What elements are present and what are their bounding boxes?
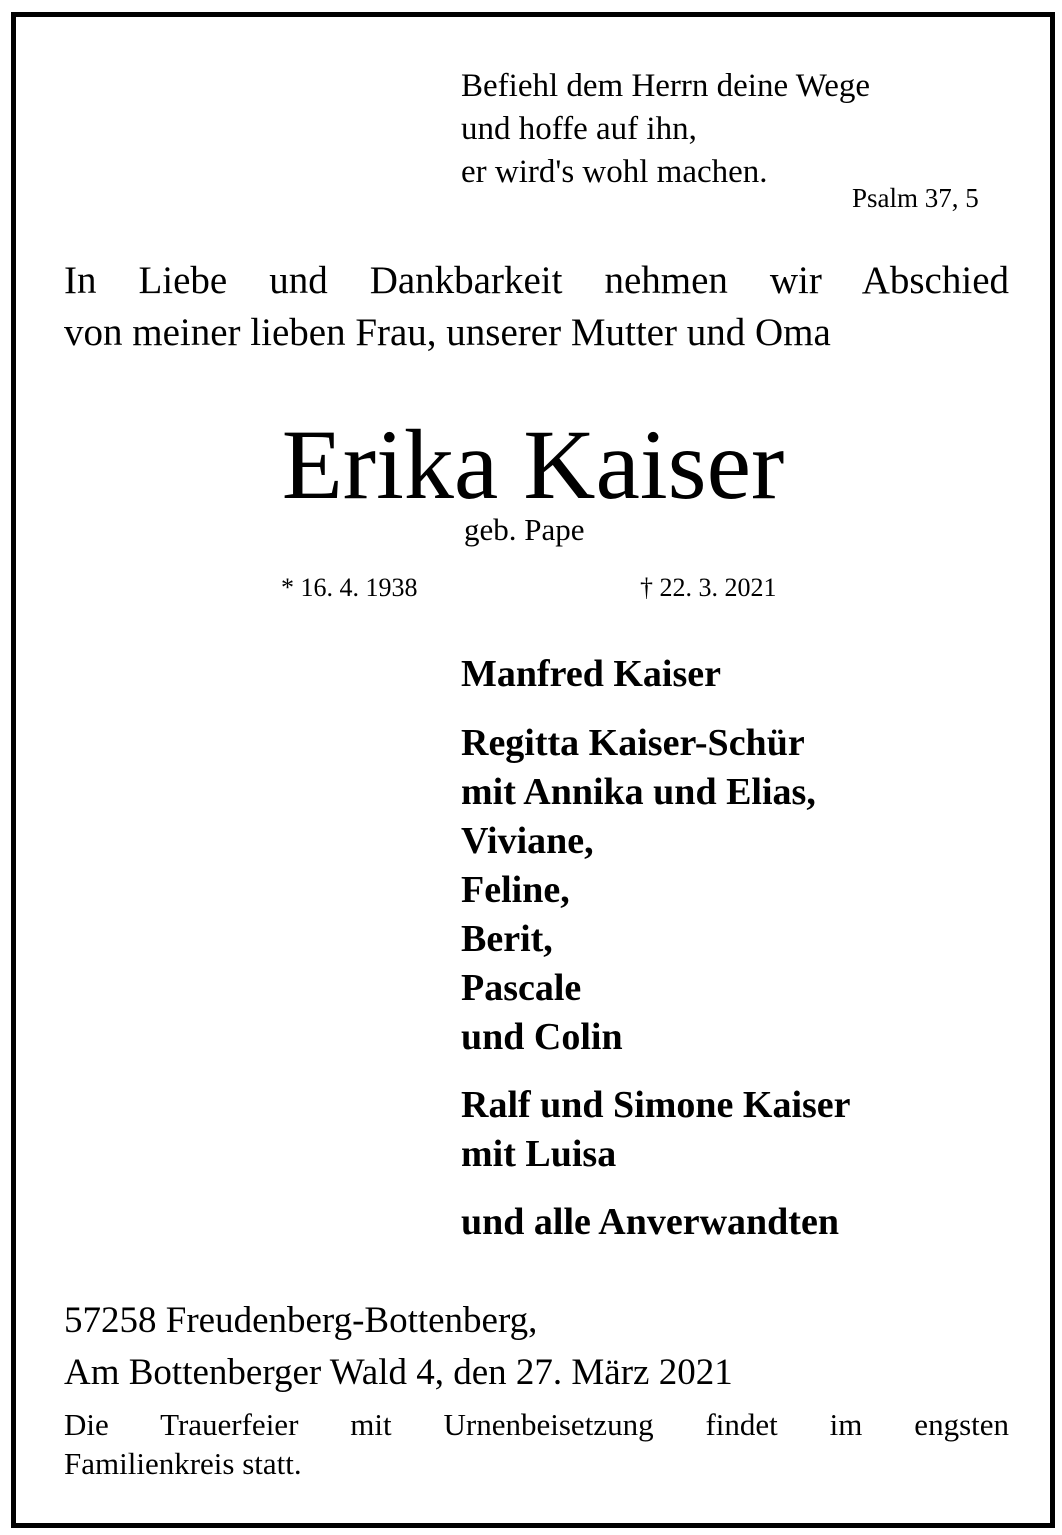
- notice-line: Familienkreis statt.: [64, 1446, 302, 1481]
- mourner-line: mit Annika und Elias,: [461, 771, 816, 813]
- address-date: [64, 1295, 733, 1399]
- verse-line: er wird's wohl machen.: [461, 154, 768, 190]
- intro-line: von meiner lieben Frau, unserer Mutter und Oma: [64, 311, 831, 354]
- intro-line: In Liebe und Dankbarkeit nehmen wir Abschied: [64, 259, 1009, 302]
- mourner-line: Manfred Kaiser: [461, 653, 721, 695]
- notice-line: Die Trauerfeier mit Urnenbeisetzung findet im engsten: [64, 1407, 1009, 1442]
- mourner-line: Regitta Kaiser-Schür: [461, 722, 805, 764]
- mourner-line: und Colin: [461, 1016, 623, 1058]
- deceased-name: Erika Kaiser: [281, 409, 785, 520]
- verse-reference: Psalm 37, 5: [852, 183, 979, 213]
- mourner-line: Berit,: [461, 918, 553, 960]
- bible-verse: [461, 65, 870, 194]
- funeral-notice: [64, 1405, 1009, 1483]
- mourner-line: Pascale: [461, 967, 582, 1009]
- mourner-line: Ralf und Simone Kaiser: [461, 1084, 851, 1126]
- mourner-group: [461, 719, 816, 1062]
- mourner-group: [461, 1198, 839, 1247]
- maiden-name: geb. Pape: [464, 512, 585, 547]
- verse-line: und hoffe auf ihn,: [461, 111, 697, 147]
- intro-text: [64, 255, 1009, 359]
- address-line: 57258 Freudenberg-Bottenberg,: [64, 1300, 538, 1341]
- death-date: † 22. 3. 2021: [640, 573, 777, 602]
- mourner-group: [461, 1081, 851, 1179]
- address-line: Am Bottenberger Wald 4, den 27. März 2021: [64, 1352, 733, 1393]
- mourner-group: [461, 650, 721, 699]
- mourner-line: Feline,: [461, 869, 570, 911]
- mourner-line: mit Luisa: [461, 1133, 617, 1175]
- verse-line: Befiehl dem Herrn deine Wege: [461, 68, 871, 104]
- mourner-line: und alle Anverwandten: [461, 1201, 839, 1243]
- birth-date: * 16. 4. 1938: [281, 573, 418, 602]
- mourner-line: Viviane,: [461, 820, 594, 862]
- obituary-frame: [11, 12, 1055, 1528]
